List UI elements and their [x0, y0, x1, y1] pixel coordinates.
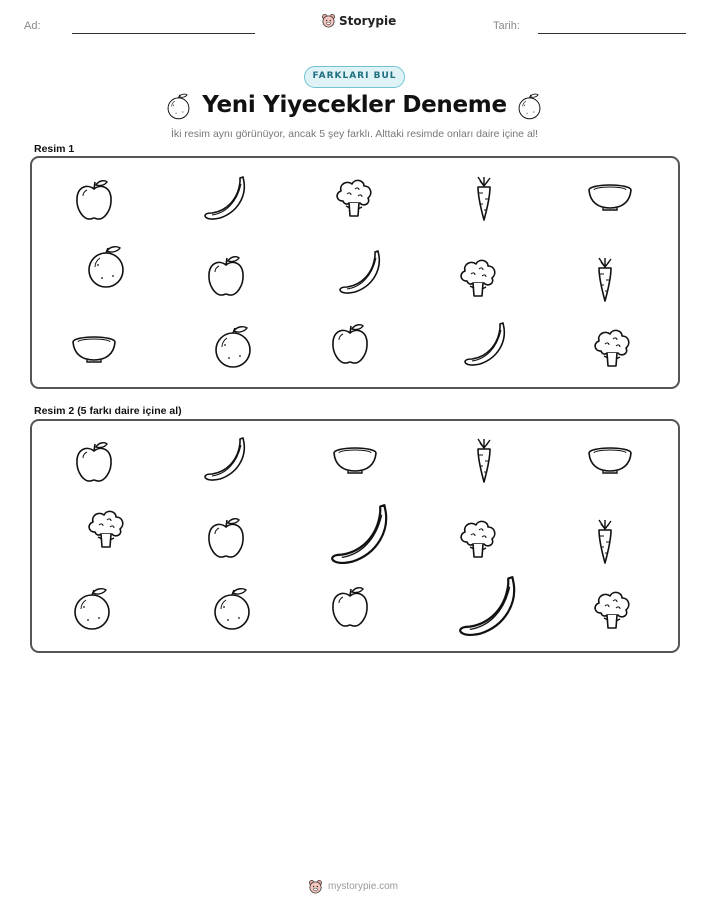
bear-icon [321, 13, 336, 28]
footer [308, 879, 398, 894]
bear-icon [308, 879, 323, 894]
bowl-icon[interactable] [586, 180, 634, 212]
apple-icon[interactable] [74, 178, 114, 222]
name-field-line[interactable] [72, 33, 255, 34]
storypie-logo [321, 13, 396, 28]
orange-icon [517, 93, 542, 120]
bowl-icon[interactable] [586, 443, 634, 475]
banana-icon[interactable] [328, 501, 394, 567]
orange-icon[interactable] [86, 245, 126, 289]
instructions: İki resim aynı görünüyor, ancak 5 şey farklı. Alttaki resimde onları daire içine al! [170, 128, 539, 140]
orange-icon[interactable] [212, 587, 252, 631]
date-field-line[interactable] [538, 33, 686, 34]
broccoli-icon[interactable] [332, 176, 376, 220]
carrot-icon[interactable] [469, 435, 499, 485]
apple-icon[interactable] [206, 516, 246, 560]
picture-2-panel [30, 419, 680, 653]
apple-icon[interactable] [74, 440, 114, 484]
banana-icon[interactable] [462, 320, 510, 368]
carrot-icon[interactable] [590, 516, 620, 566]
broccoli-icon[interactable] [456, 517, 500, 561]
broccoli-icon[interactable] [456, 256, 500, 300]
broccoli-icon[interactable] [590, 588, 634, 632]
picture-1-panel [30, 156, 680, 389]
carrot-icon[interactable] [590, 254, 620, 304]
page-title: Yeni Yiyecekler Deneme [202, 92, 507, 118]
orange-icon[interactable] [72, 587, 112, 631]
activity-badge: FARKLARI BUL [304, 66, 405, 88]
picture-1-label: Resim 1 [34, 143, 75, 155]
brand-name: Storypie [339, 13, 397, 28]
name-label: Ad: [24, 20, 41, 32]
bowl-icon[interactable] [331, 443, 379, 475]
orange-icon[interactable] [213, 325, 253, 369]
apple-icon[interactable] [330, 322, 370, 366]
banana-icon[interactable] [202, 174, 250, 222]
banana-icon[interactable] [202, 435, 250, 483]
broccoli-icon[interactable] [590, 326, 634, 370]
banana-icon[interactable] [456, 573, 522, 639]
bowl-icon[interactable] [70, 332, 118, 364]
carrot-icon[interactable] [469, 173, 499, 223]
broccoli-icon[interactable] [84, 507, 128, 551]
apple-icon[interactable] [330, 585, 370, 629]
picture-2-label: Resim 2 (5 farkı daire içine al) [34, 405, 182, 417]
footer-url[interactable]: mystorypie.com [328, 881, 399, 892]
banana-icon[interactable] [337, 248, 385, 296]
date-label: Tarih: [493, 20, 520, 32]
apple-icon[interactable] [206, 254, 246, 298]
